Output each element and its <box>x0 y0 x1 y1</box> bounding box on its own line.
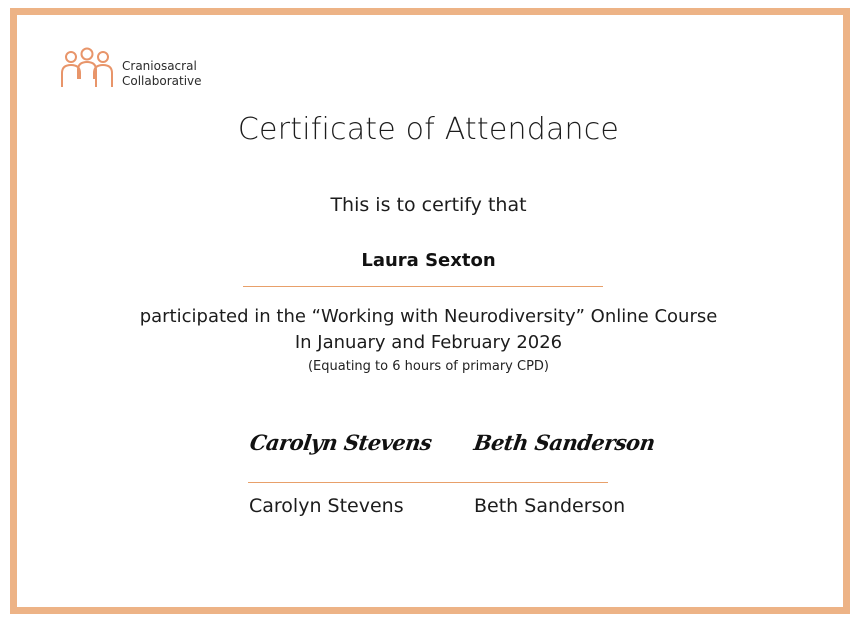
organization-name-line2: Collaborative <box>122 74 202 88</box>
recipient-divider <box>243 286 603 287</box>
organization-logo <box>58 45 228 93</box>
signature-beth-sanderson: Beth Sanderson <box>472 430 657 455</box>
certificate-title: Certificate of Attendance <box>237 112 620 147</box>
signature-divider <box>248 482 608 483</box>
signature-carolyn-stevens: Carolyn Stevens <box>248 430 434 455</box>
organization-name <box>122 59 202 89</box>
signer-name-beth-sanderson: Beth Sanderson <box>474 495 626 517</box>
recipient-name: Laura Sexton <box>361 250 496 271</box>
cpd-note: (Equating to 6 hours of primary CPD) <box>307 359 549 374</box>
course-description <box>0 304 857 356</box>
course-description-line2: In January and February 2026 <box>294 332 563 353</box>
people-group-icon <box>58 45 118 93</box>
certify-text: This is to certify that <box>330 194 527 216</box>
organization-name-line1: Craniosacral <box>122 59 197 73</box>
signer-name-carolyn-stevens: Carolyn Stevens <box>249 495 404 517</box>
course-description-line1: participated in the “Working with Neurodiversity” Online Course <box>139 306 718 327</box>
